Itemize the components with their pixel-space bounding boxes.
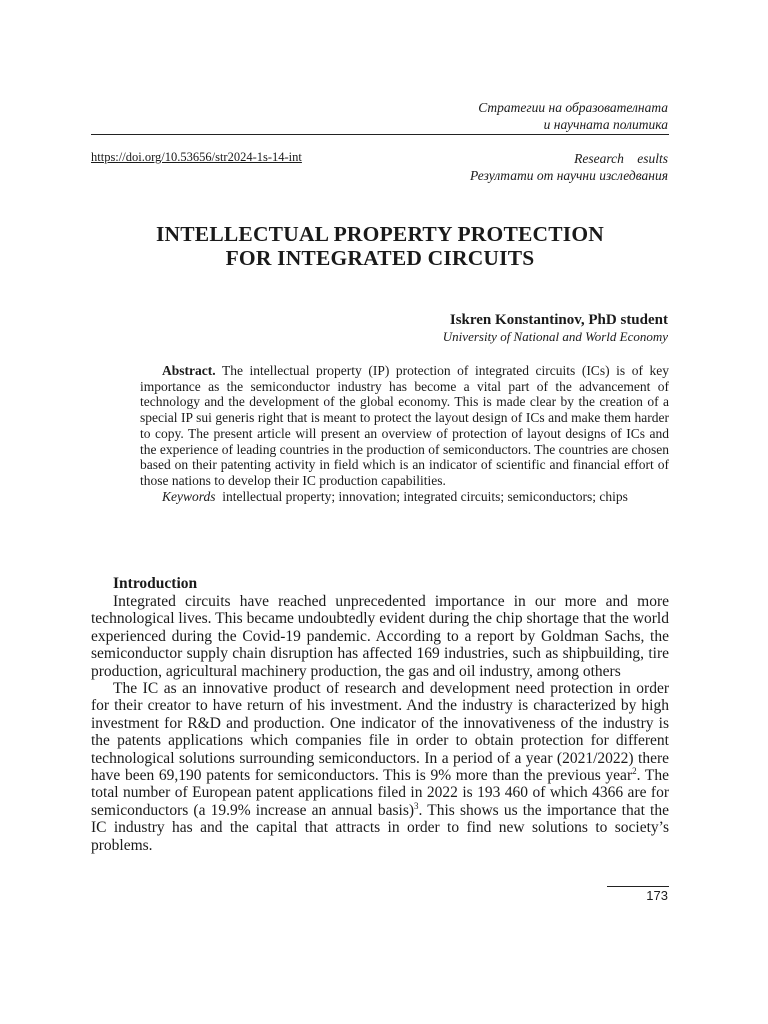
article-title-line2: FOR INTEGRATED CIRCUITS bbox=[225, 246, 535, 270]
keywords-paragraph bbox=[140, 489, 669, 505]
author-name: Iskren Konstantinov, PhD student bbox=[449, 312, 668, 328]
section-label bbox=[470, 150, 668, 184]
paragraph-2-part-a: The IC as an innovative product of research and development need protection in order for their creator to have return of his investment. And the industry is characterized by high investment for R&D and production. One indicator of the innovativeness of the industry is the patents applications which companies file in order to obtain protection for different technological solutions surrounding semiconductors. In a period of a year (2021/2022) there have been 69,190 patents for semiconductors. This is 9% more than the previous year bbox=[91, 680, 669, 785]
doi-link[interactable]: https://doi.org/10.53656/str2024-1s-14-int bbox=[91, 150, 302, 164]
section-label-en: Research esults bbox=[574, 151, 668, 166]
paragraph-1: Integrated circuits have reached unprecedented importance in our more and more technological lives. This became undoubtedly evident during the chip shortage that the world experienced during the Covid-19 pandemic. According to a report by Goldman Sachs, the semiconductor supply chain disruption has affected 169 industries, such as shipbuilding, tire production, agricultural machinery production, the gas and oil industry, among others bbox=[91, 593, 669, 680]
abstract-text: The intellectual property (IP) protection of integrated circuits (ICs) is of key importance as the semiconductor industry has become a vital part of the advancement of technology and the development of the global economy. This is made clear by the creation of a special IP sui generis right that is meant to protect the layout design of ICs and make them harder to copy. The present article will present an overview of protection of layout designs of ICs and the experience of leading countries in the production of semiconductors. The countries are chosen based on their patenting activity in field which is an indicator of scientific and financial effort of those nations to develop their IC production capabilities. bbox=[140, 363, 669, 488]
footer-rule bbox=[607, 886, 669, 887]
keywords-text: intellectual property; innovation; integrated circuits; semiconductors; chips bbox=[222, 488, 628, 504]
header-rule bbox=[91, 134, 669, 135]
journal-name bbox=[478, 99, 668, 133]
body-text bbox=[91, 575, 669, 854]
journal-name-line1: Стратегии на образователната bbox=[478, 100, 668, 115]
abstract-label: Abstract. bbox=[162, 363, 216, 378]
section-label-bg: Резултати от научни изследвания bbox=[470, 168, 668, 183]
keywords-label: Keywords bbox=[162, 488, 216, 504]
footnote-ref-2[interactable]: 2 bbox=[632, 765, 637, 776]
section-heading-introduction: Introduction bbox=[113, 575, 198, 592]
article-title bbox=[91, 222, 669, 270]
paragraph-2 bbox=[91, 680, 669, 854]
footnote-ref-3[interactable]: 3 bbox=[414, 800, 419, 811]
journal-name-line2: и научната политика bbox=[543, 117, 668, 132]
paragraph-2-part-b: . The total number of European patent applications filed in 2022 is 193 460 of which 4366 are for semiconductors (a 19.9% increase an annual basis) bbox=[91, 767, 669, 819]
author-block bbox=[443, 311, 668, 345]
paragraph-2-part-c: . This shows us the importance that the IC industry has and the capital that attracts in order to find new solutions to society’s problems. bbox=[91, 801, 669, 854]
author-affiliation: University of National and World Economy bbox=[442, 329, 668, 344]
article-title-line1: INTELLECTUAL PROPERTY PROTECTION bbox=[155, 222, 605, 246]
abstract-paragraph bbox=[140, 363, 669, 489]
abstract bbox=[140, 363, 669, 504]
page-number: 173 bbox=[646, 888, 668, 903]
